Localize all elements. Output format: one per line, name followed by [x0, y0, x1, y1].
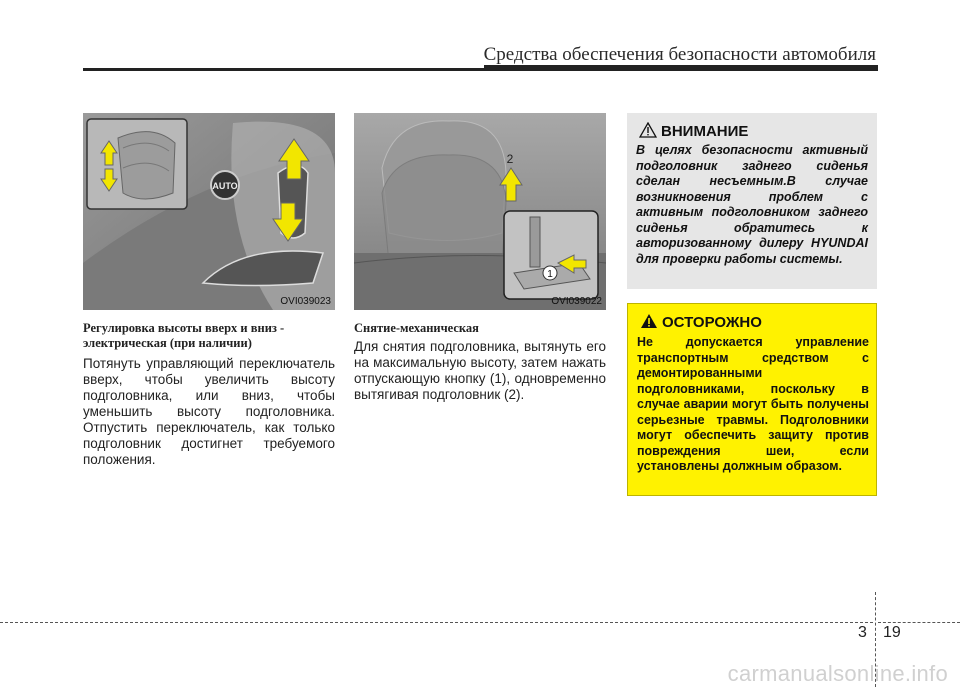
marker-2: 2	[506, 152, 514, 166]
footer-rule	[0, 622, 873, 623]
notice-text: В целях безопасности активный подголовник заднего сиденья сделан несъемным.В случае возникновения проблем с активным подголовником заднего сиденья обратитесь к авторизованному дилеру HYUNDAI для проверки работы системы.	[636, 143, 868, 266]
warning-triangle-icon	[639, 122, 657, 138]
section-caption-power	[83, 321, 335, 351]
section-body-power: Потянуть управляющий переключатель вверх, чтобы увеличить высоту подголовника, или вниз, чтобы уменьшить высоту подголовника. Отпустить переключатель, как только подголовник достигнет требуемого положения.	[83, 356, 335, 467]
page-header-title: Средства обеспечения безопасности автомобиля	[483, 44, 876, 65]
caution-triangle-icon	[640, 313, 658, 329]
figure-code: OVI039022	[551, 296, 602, 307]
watermark: carmanualsonline.info	[727, 661, 948, 686]
caution-box	[627, 303, 877, 496]
caution-text: Не допускается управление транспортным средством с демонтированными подголовниками, поскольку в случае аварии могут быть получены серьезные травмы. Подголовники могут обеспечить защиту против повреждения шеи, если установлены должным образом.	[637, 335, 869, 473]
figure-power-headrest	[83, 113, 335, 310]
marker-1: 1	[547, 269, 553, 280]
section-body-removal: Для снятия подголовника, вытянуть его на максимальную высоту, затем нажать отпускающую кнопку (1), одновременно вытягивая подголовник (2).	[354, 339, 606, 402]
caution-heading: ОСТОРОЖНО	[662, 314, 762, 331]
chapter-number: 3	[858, 624, 867, 641]
notice-box	[627, 113, 877, 289]
caption-line-1: Регулировка высоты вверх и вниз -	[83, 321, 285, 335]
section-caption-removal: Снятие-механическая	[354, 321, 479, 335]
auto-button-label: AUTO	[212, 181, 238, 191]
footer-rule-right	[878, 622, 960, 623]
caption-line-2: электрическая (при наличии)	[83, 336, 252, 350]
page-number: 19	[883, 624, 901, 641]
figure-headrest-removal	[354, 113, 606, 310]
figure-code: OVI039023	[280, 296, 331, 307]
header-rule-accent	[484, 65, 878, 71]
notice-heading: ВНИМАНИЕ	[661, 123, 749, 140]
